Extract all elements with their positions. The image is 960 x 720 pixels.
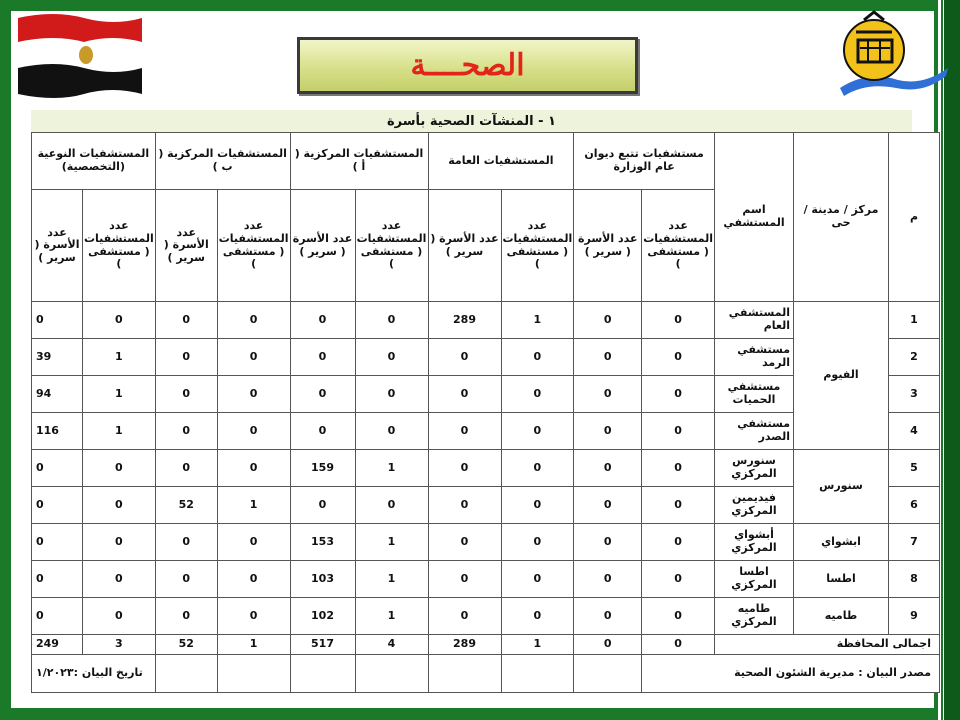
cell-value: 1 <box>83 339 156 376</box>
empty-cell <box>501 655 574 693</box>
hospitals-table <box>31 132 940 693</box>
cell-value: 0 <box>642 450 715 487</box>
hospital-name: المستشفي العام <box>715 302 794 339</box>
data-date: تاريخ البيان :١/٢٠٢٣ <box>32 655 156 693</box>
governorate-logo-icon <box>838 10 950 110</box>
cell-value: 0 <box>428 598 501 635</box>
district-cell: الفيوم <box>794 302 889 450</box>
sub-header-hospitals: عدد المستشفيات ( مستشفى ) <box>642 190 715 302</box>
row-number: 8 <box>889 561 940 598</box>
cell-value: 0 <box>428 487 501 524</box>
total-value: 1 <box>217 635 290 655</box>
sub-header-beds: عدد الأسرة ( سرير ) <box>290 190 355 302</box>
page-title: الصحــــة <box>410 48 525 83</box>
cell-value: 1 <box>355 450 428 487</box>
cell-value: 0 <box>428 413 501 450</box>
cell-value: 0 <box>355 413 428 450</box>
cell-value: 0 <box>642 376 715 413</box>
empty-cell <box>355 655 428 693</box>
empty-cell <box>217 655 290 693</box>
cell-value: 0 <box>428 561 501 598</box>
cell-value: 0 <box>501 487 574 524</box>
cell-value: 0 <box>83 302 156 339</box>
cell-value: 1 <box>355 561 428 598</box>
footer-row <box>32 655 940 693</box>
cell-value: 0 <box>217 339 290 376</box>
cell-value: 0 <box>642 598 715 635</box>
cell-value: 0 <box>217 598 290 635</box>
table-subtitle: ١ - المنشآت الصحية بأسرة <box>31 110 912 132</box>
cell-value: 0 <box>574 598 642 635</box>
cell-value: 0 <box>290 339 355 376</box>
total-value: 517 <box>290 635 355 655</box>
empty-cell <box>155 655 217 693</box>
cell-value: 0 <box>574 524 642 561</box>
cell-value: 0 <box>501 339 574 376</box>
cell-value: 1 <box>355 598 428 635</box>
total-value: 3 <box>83 635 156 655</box>
group-header-specialized: المستشفيات النوعية (التخصصية) <box>32 133 156 190</box>
hospital-name: سنورس المركزي <box>715 450 794 487</box>
header-m: م <box>889 133 940 302</box>
cell-value: 0 <box>290 487 355 524</box>
cell-value: 0 <box>217 450 290 487</box>
cell-value: 0 <box>574 487 642 524</box>
cell-value: 0 <box>574 413 642 450</box>
sub-header-hospitals: عدد المستشفيات ( مستشفى ) <box>217 190 290 302</box>
cell-value: 0 <box>217 524 290 561</box>
cell-value: 0 <box>642 339 715 376</box>
cell-value: 0 <box>355 339 428 376</box>
cell-value: 0 <box>574 561 642 598</box>
cell-value: 1 <box>355 524 428 561</box>
cell-value: 0 <box>290 302 355 339</box>
page-title-box <box>297 37 638 94</box>
cell-value: 0 <box>501 561 574 598</box>
cell-value: 0 <box>217 302 290 339</box>
cell-value: 0 <box>83 561 156 598</box>
total-value: 0 <box>574 635 642 655</box>
row-number: 1 <box>889 302 940 339</box>
total-value: 0 <box>642 635 715 655</box>
table-row <box>32 302 940 339</box>
cell-value: 0 <box>501 376 574 413</box>
header-hospital-name: اسم المستشفي <box>715 133 794 302</box>
cell-value: 0 <box>642 561 715 598</box>
hospital-name: مستشفي الحميات <box>715 376 794 413</box>
cell-value: 0 <box>574 376 642 413</box>
cell-value: 94 <box>32 376 83 413</box>
cell-value: 0 <box>155 339 217 376</box>
cell-value: 0 <box>155 376 217 413</box>
group-header-central-b: المستشفيات المركزية ( ب ) <box>155 133 290 190</box>
cell-value: 153 <box>290 524 355 561</box>
cell-value: 0 <box>574 450 642 487</box>
total-value: 52 <box>155 635 217 655</box>
sub-header-hospitals: عدد المستشفيات ( مستشفى ) <box>83 190 156 302</box>
district-cell: طاميه <box>794 598 889 635</box>
sub-header-hospitals: عدد المستشفيات ( مستشفى ) <box>355 190 428 302</box>
cell-value: 0 <box>428 376 501 413</box>
data-source: مصدر البيان : مديرية الشئون الصحية <box>642 655 940 693</box>
total-value: 1 <box>501 635 574 655</box>
cell-value: 0 <box>217 413 290 450</box>
cell-value: 52 <box>155 487 217 524</box>
total-value: 289 <box>428 635 501 655</box>
cell-value: 1 <box>501 302 574 339</box>
cell-value: 0 <box>501 413 574 450</box>
cell-value: 0 <box>155 598 217 635</box>
cell-value: 1 <box>217 487 290 524</box>
hospital-name: مستشفي الصدر <box>715 413 794 450</box>
hospital-name: اطسا المركزي <box>715 561 794 598</box>
total-row <box>32 635 940 655</box>
cell-value: 0 <box>155 450 217 487</box>
cell-value: 0 <box>155 561 217 598</box>
cell-value: 0 <box>428 450 501 487</box>
cell-value: 289 <box>428 302 501 339</box>
empty-cell <box>574 655 642 693</box>
cell-value: 0 <box>83 598 156 635</box>
sub-header-beds: عدد الأسرة ( سرير ) <box>155 190 217 302</box>
cell-value: 0 <box>574 339 642 376</box>
cell-value: 0 <box>355 302 428 339</box>
table-row <box>32 598 940 635</box>
header-district: مركز / مدينة / حى <box>794 133 889 302</box>
sub-header-beds: عدد الأسرة ( سرير ) <box>32 190 83 302</box>
empty-cell <box>290 655 355 693</box>
cell-value: 116 <box>32 413 83 450</box>
cell-value: 0 <box>428 524 501 561</box>
table-row <box>32 450 940 487</box>
cell-value: 0 <box>642 524 715 561</box>
cell-value: 159 <box>290 450 355 487</box>
row-number: 5 <box>889 450 940 487</box>
cell-value: 0 <box>155 302 217 339</box>
cell-value: 0 <box>155 413 217 450</box>
sub-header-hospitals: عدد المستشفيات ( مستشفى ) <box>501 190 574 302</box>
cell-value: 0 <box>290 376 355 413</box>
cell-value: 0 <box>355 376 428 413</box>
row-number: 2 <box>889 339 940 376</box>
table-row <box>32 561 940 598</box>
cell-value: 0 <box>32 450 83 487</box>
cell-value: 0 <box>32 561 83 598</box>
cell-value: 0 <box>32 487 83 524</box>
cell-value: 0 <box>642 413 715 450</box>
group-header-general: المستشفيات العامة <box>428 133 574 190</box>
district-cell: ابشواي <box>794 524 889 561</box>
cell-value: 0 <box>428 339 501 376</box>
group-header-central-a: المستشفيات المركزية ( أ ) <box>290 133 428 190</box>
empty-cell <box>428 655 501 693</box>
table-row <box>32 524 940 561</box>
cell-value: 0 <box>217 376 290 413</box>
row-number: 3 <box>889 376 940 413</box>
hospital-name: فيديمين المركزي <box>715 487 794 524</box>
cell-value: 0 <box>155 524 217 561</box>
sub-header-beds: عدد الأسرة ( سرير ) <box>428 190 501 302</box>
hospital-name: مستشفي الرمد <box>715 339 794 376</box>
row-number: 4 <box>889 413 940 450</box>
hospital-name: أبشواي المركزي <box>715 524 794 561</box>
cell-value: 0 <box>642 302 715 339</box>
cell-value: 0 <box>574 302 642 339</box>
cell-value: 0 <box>501 598 574 635</box>
group-header-row <box>32 133 940 190</box>
cell-value: 1 <box>83 376 156 413</box>
cell-value: 0 <box>32 598 83 635</box>
egypt-flag-icon <box>14 10 146 102</box>
group-header-ministry: مستشفيات تتبع ديوان عام الوزارة <box>574 133 715 190</box>
total-value: 4 <box>355 635 428 655</box>
cell-value: 39 <box>32 339 83 376</box>
cell-value: 0 <box>83 487 156 524</box>
cell-value: 0 <box>290 413 355 450</box>
cell-value: 0 <box>501 524 574 561</box>
cell-value: 0 <box>501 450 574 487</box>
district-cell: سنورس <box>794 450 889 524</box>
cell-value: 0 <box>83 524 156 561</box>
row-number: 9 <box>889 598 940 635</box>
total-label: اجمالى المحافظة <box>715 635 940 655</box>
cell-value: 0 <box>32 524 83 561</box>
cell-value: 0 <box>217 561 290 598</box>
hospital-name: طاميه المركزي <box>715 598 794 635</box>
cell-value: 102 <box>290 598 355 635</box>
cell-value: 0 <box>32 302 83 339</box>
district-cell: اطسا <box>794 561 889 598</box>
cell-value: 0 <box>355 487 428 524</box>
total-value: 249 <box>32 635 83 655</box>
row-number: 7 <box>889 524 940 561</box>
cell-value: 1 <box>83 413 156 450</box>
cell-value: 103 <box>290 561 355 598</box>
row-number: 6 <box>889 487 940 524</box>
cell-value: 0 <box>83 450 156 487</box>
cell-value: 0 <box>642 487 715 524</box>
sub-header-beds: عدد الأسرة ( سرير ) <box>574 190 642 302</box>
